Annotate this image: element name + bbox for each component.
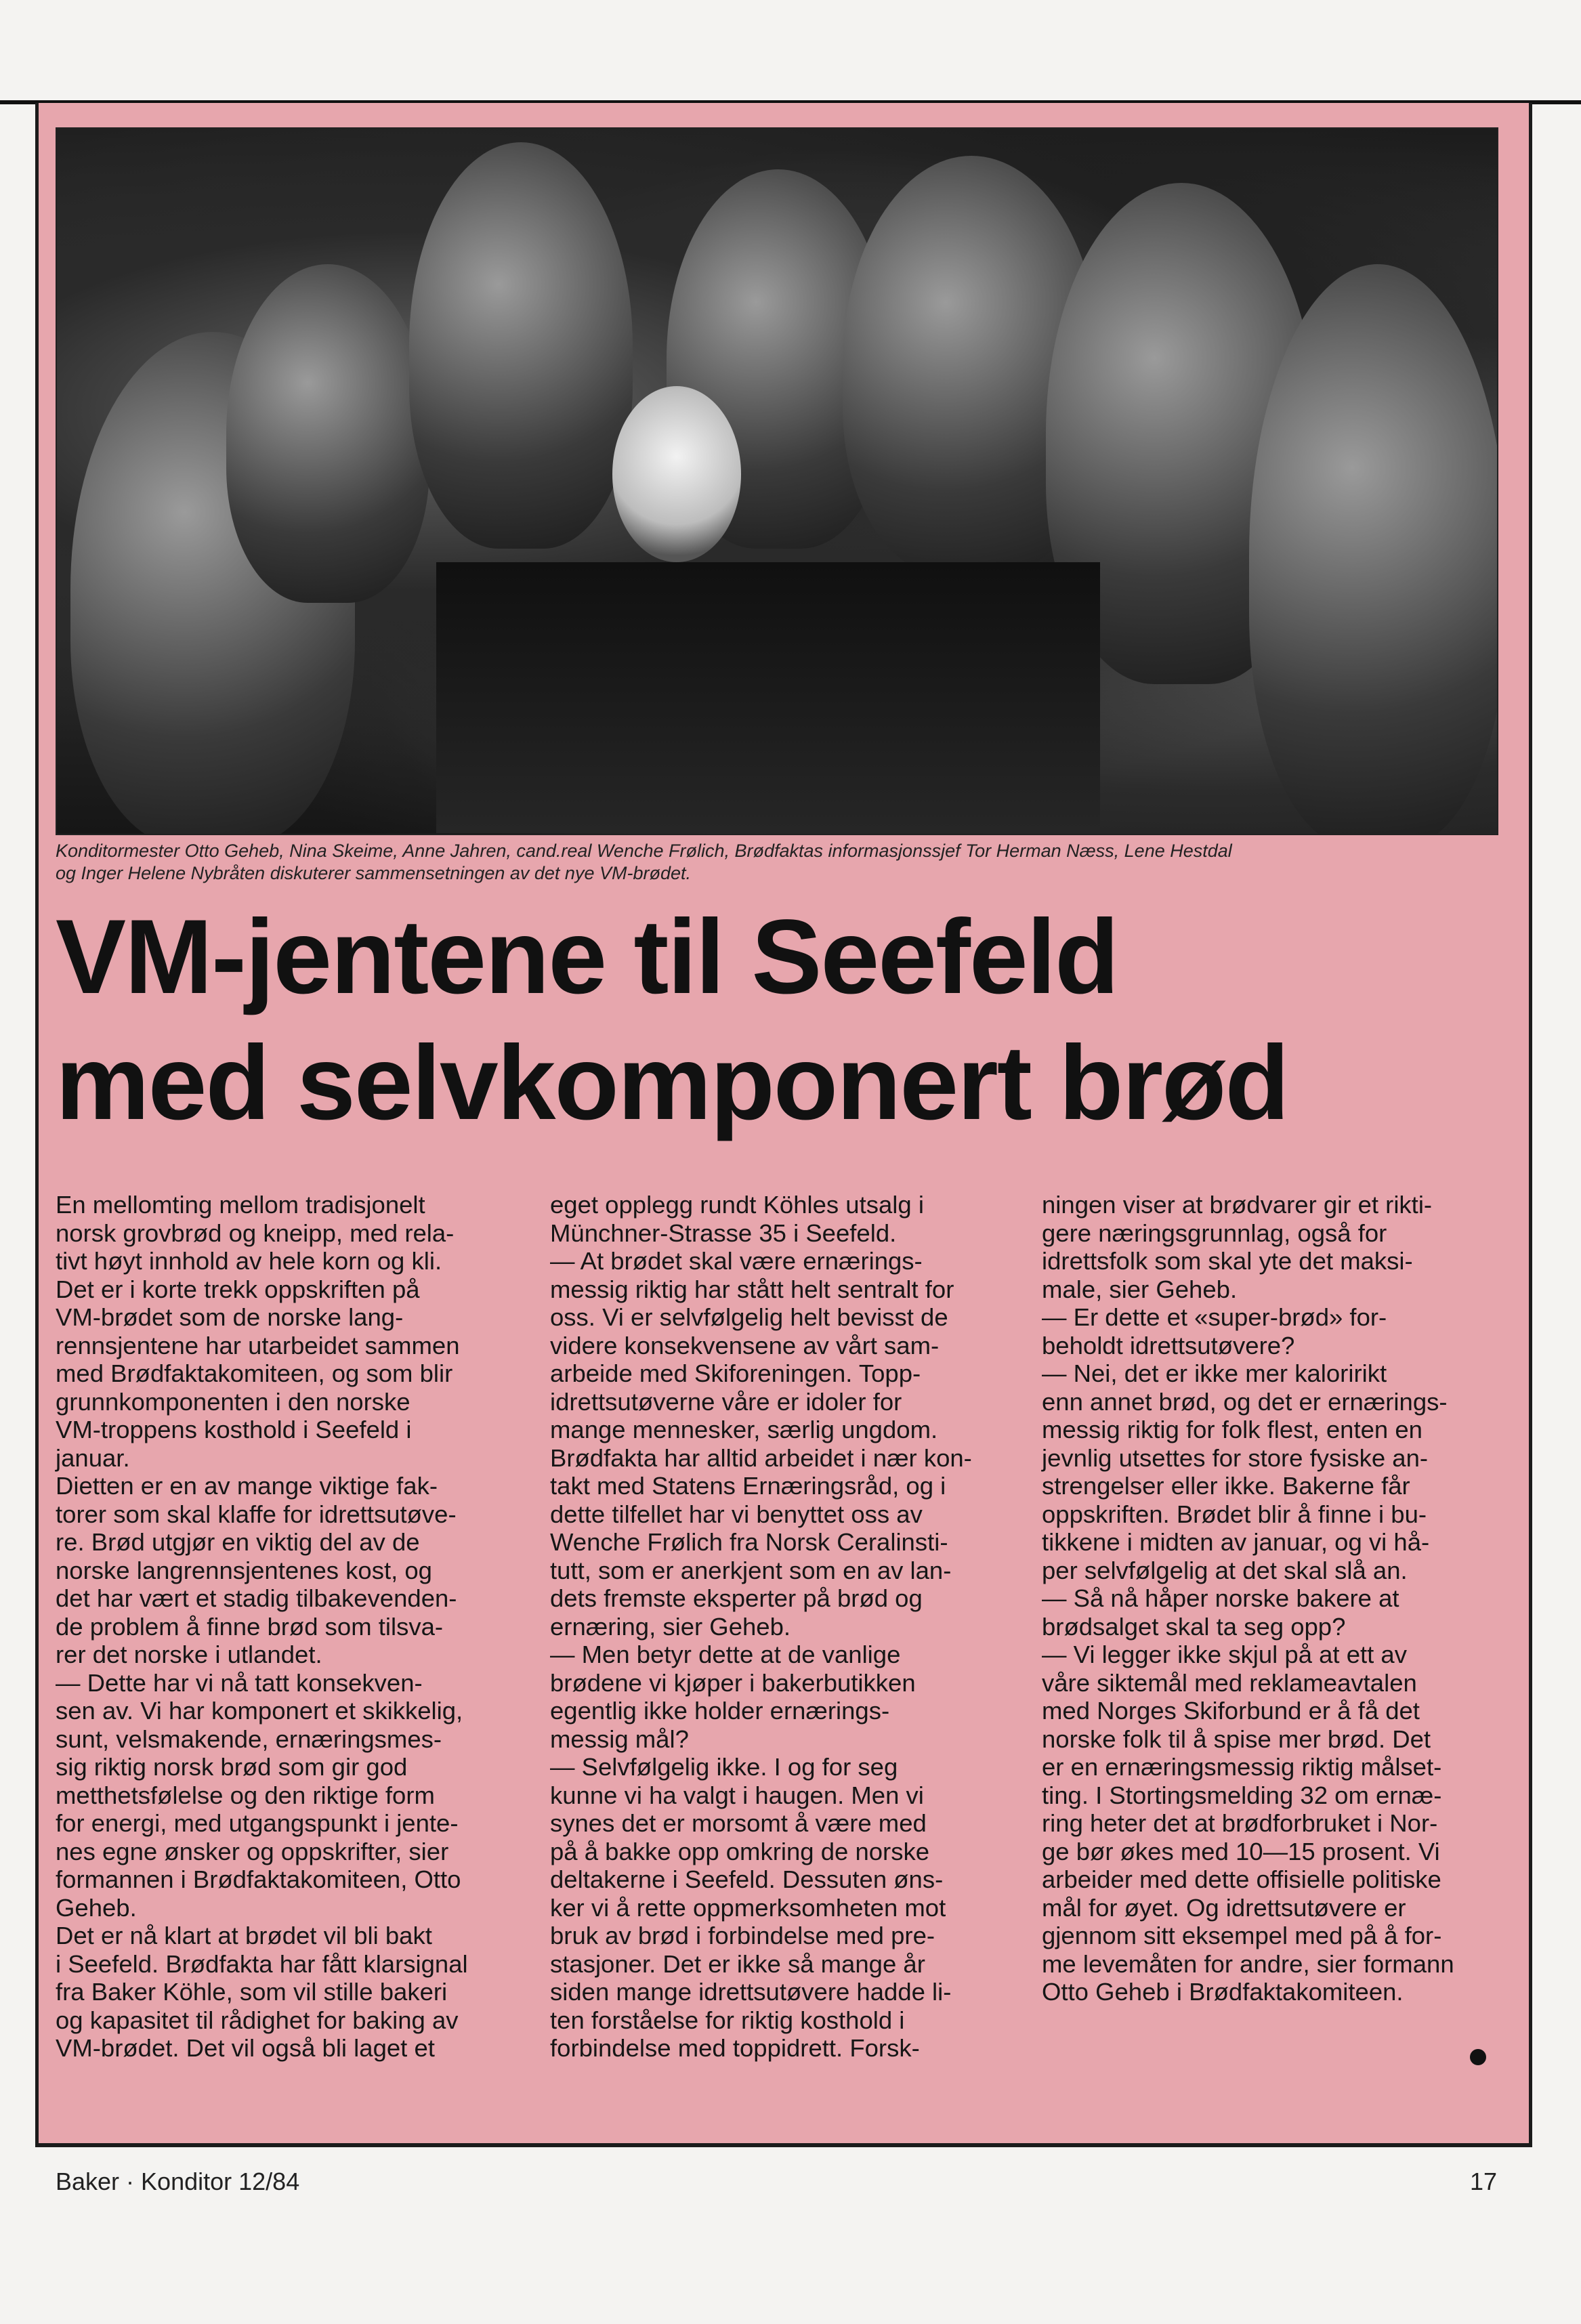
body-column-1: En mellomting mellom tradisjonelt norsk grovbrød og kneipp, med rela- tivt høyt innhold av hele korn og kli. Det er i korte trekk oppskriften på VM-brødet som de norske lang- rennsjentene har utarbeidet sammen med Brødfaktakomiteen, og som blir grunnkomponenten i den norske VM-troppens kosthold i Seefeld i januar. Dietten er en av mange viktige fak- torer som skal klaffe for idrettsutøve- re. Brød utgjør en viktig del av de norske langrennsjentenes kost, og det har vært et stadig tilbakevenden- de problem å finne brød som tilsva- rer det norske i utlandet. — Dette har vi nå tatt konsekven- sen av. Vi har komponert et skikkelig, sunt, velsmakende, ernæringsmes- sig riktig norsk brød som gir god metthetsfølelse og den riktige form for energi, med utgangspunkt i jente- nes egne ønsker og oppskrifter, sier formannen i Brødfaktakomiteen, Otto Geheb. Det er nå klart at brødet vil bli bakt i Seefeld. Brødfakta har fått klarsignal fra Baker Köhle, som vil stille bakeri og kapasitet til rådighet for baking av VM-brødet. Det vil også bli laget et: [56, 1191, 468, 2062]
body-column-3: ningen viser at brødvarer gir et rikti- gere næringsgrunnlag, også for idrettsfolk som skal yte det maksi- male, sier Geheb. — Er dette et «super-brød» for- beholdt idrettsutøvere? — Nei, det er ikke mer kaloririkt enn annet brød, og det er ernærings- messig riktig for folk flest, enten en jevnlig utsettes for store fysiske an- strengelser eller ikke. Bakerne får oppskriften. Brødet blir å finne i bu- tikkene i midten av januar, og vi hå- per selvfølgelig at det skal slå an. — Så nå håper norske bakere at brødsalget skal ta seg opp? — Vi legger ikke skjul på at ett av våre siktemål med reklameavtalen med Norges Skiforbund er å få det norske folk til å spise mer brød. Det er en ernæringsmessig riktig målset- ting. I Stortingsmelding 32 om ernæ- ring heter det at brødforbruket i Nor- ge bør økes med 10—15 prosent. Vi arbeider med dette offisielle politiske mål for øyet. Og idrettsutøvere er gjennom sitt eksempel med på å for- me levemåten for andre, sier formann Otto Geheb i Brødfaktakomiteen.: [1042, 1191, 1454, 2006]
body-column-2: eget opplegg rundt Köhles utsalg i Münchner-Strasse 35 i Seefeld. — At brødet skal være ernærings- messig riktig har stått helt sentralt for oss. Vi er selvfølgelig helt bevisst de videre konsekvensene av vårt sam- arbeide med Skiforeningen. Topp- idrettsutøverne våre er idoler for mange mennesker, særlig ungdom. Brødfakta har alltid arbeidet i nær kon- takt med Statens Ernæringsråd, og i dette tilfellet har vi benyttet oss av Wenche Frølich fra Norsk Ceralinsti- tutt, som er anerkjent som en av lan- dets fremste eksperter på brød og ernæring, sier Geheb. — Men betyr dette at de vanlige brødene vi kjøper i bakerbutikken egentlig ikke holder ernærings- messig mål? — Selvfølgelig ikke. I og for seg kunne vi ha valgt i haugen. Men vi synes det er morsomt å være med på å bakke opp omkring de norske deltakerne i Seefeld. Dessuten øns- ker vi å rette oppmerksomheten mot bruk av brød i forbindelse med pre- stasjoner. Det er ikke så mange år siden mange idrettsutøvere hadde li- ten forståelse for riktig kosthold i forbindelse med toppidrett. Forsk-: [550, 1191, 972, 2062]
page-number: 17: [1470, 2168, 1498, 2195]
article-photo: [56, 127, 1498, 835]
coffee-table: [436, 562, 1100, 833]
headline: [56, 894, 1512, 1146]
photo-caption: [56, 840, 1498, 885]
headline-line: med selvkomponert brød: [56, 1024, 1288, 1142]
headline-line: VM-jentene til Seefeld: [56, 898, 1118, 1016]
person-figure: [409, 142, 633, 549]
end-mark-icon: [1470, 2049, 1486, 2065]
caption-line: og Inger Helene Nybråten diskuterer sammensetningen av det nye VM-brødet.: [56, 863, 691, 883]
caption-line: Konditormester Otto Geheb, Nina Skeime, Anne Jahren, cand.real Wenche Frølich, Brødfaktas informasjonssjef Tor Herman Næss, Lene Hestdal: [56, 841, 1232, 861]
person-figure: [1249, 264, 1498, 835]
flower-centerpiece: [612, 386, 741, 562]
person-figure: [226, 264, 429, 603]
publication-name: Baker · Konditor 12/84: [56, 2168, 300, 2195]
